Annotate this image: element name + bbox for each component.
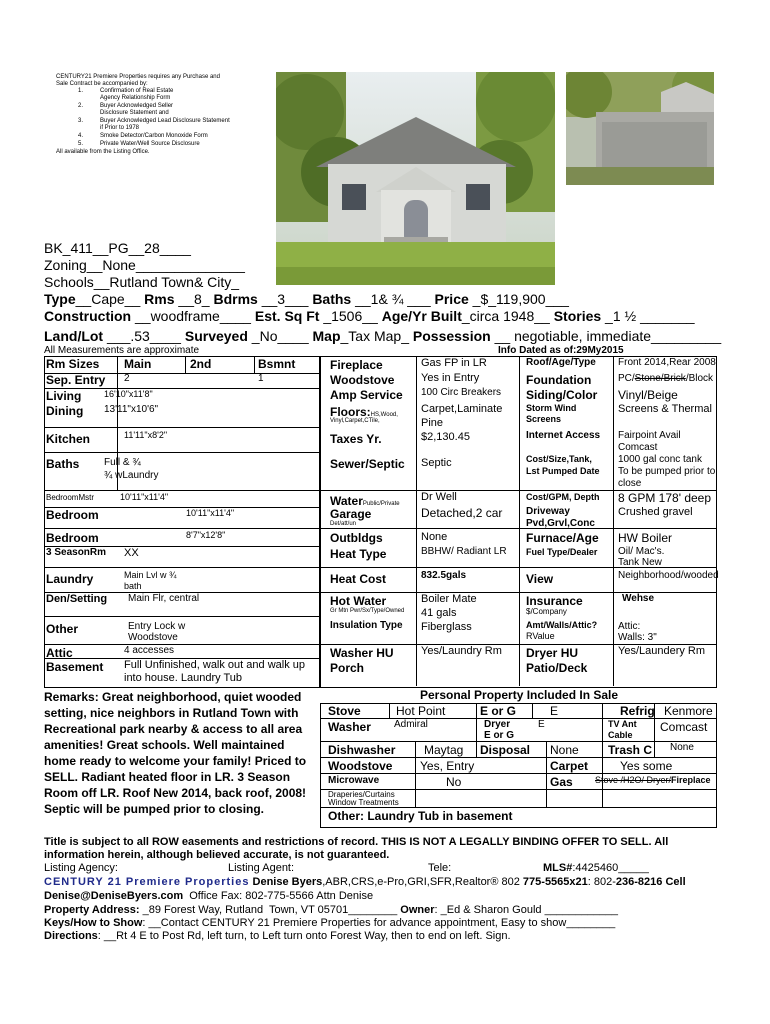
gpm-value: 8 GPM 178' deep (618, 491, 712, 505)
heat-cost-value: 832.5gals (421, 570, 467, 581)
divider (320, 592, 716, 593)
address-owner-line (44, 905, 618, 917)
notice-item: if Prior to 1978 (100, 125, 140, 131)
rooms-label: Rms (144, 291, 175, 307)
cable-label: Cable (608, 730, 633, 740)
owner-label: Owner (400, 904, 435, 916)
water-label: Water (330, 494, 363, 508)
baths-label: Baths (46, 457, 80, 471)
stove-fuel-label: E or G (480, 704, 517, 718)
house-front-photo-image (276, 72, 555, 285)
insurance-sub: $/Company (526, 607, 567, 616)
info-dated: Info Dated as of:29My2015 (498, 345, 624, 356)
siding-label: Siding/Color (526, 388, 598, 402)
zoning: Zoning__None______________ (44, 257, 245, 273)
type-price-line (44, 292, 569, 307)
tv-antenna-label: TV Ant (608, 719, 637, 729)
basement-label: Basement (46, 660, 104, 674)
washer-hu-value: Yes/Laundry Rm (421, 645, 502, 657)
window-treatments-label: Window Treatments (328, 798, 399, 807)
dining-label: Dining (46, 404, 84, 418)
dryer-fuel-label: E or G (484, 730, 515, 741)
draperies-label: Draperies/Curtains (328, 790, 395, 799)
refrig-label: Refrig (620, 704, 655, 718)
sep-entry-bsmnt: 1 (258, 373, 264, 384)
internet-value2: Comcast (618, 442, 658, 453)
notice-item-number: 2. (78, 103, 84, 109)
gas-label: Gas (550, 775, 573, 789)
dryer-label: Dryer (484, 719, 511, 730)
laundry-line1: Main Lvl w ¾ (124, 570, 177, 580)
trash-compactor-value: None (670, 742, 694, 753)
bedroom3-2nd: 8'7"x12'8" (186, 530, 226, 540)
taxes-label: Taxes Yr. (330, 432, 382, 446)
baths-line2: ¾ wLaundry (104, 470, 159, 481)
divider (415, 741, 416, 807)
septic-tank-value3: close (618, 478, 642, 489)
driveway-value: Crushed gravel (618, 506, 693, 518)
landlot-label: Land/Lot (44, 328, 104, 344)
keys-value: : __Contact CENTURY 21 Premiere Properties for advance appointment, Easy to show________ (142, 917, 616, 929)
sqft-value: _1506__ (319, 308, 382, 324)
woodstove-pp-value: Yes, Entry (420, 759, 475, 773)
cell-phone: 236-8216 Cell (615, 876, 686, 888)
type-label: Type (44, 291, 76, 307)
roof-label: Roof/Age/Type (526, 357, 596, 368)
col-header-main: Main (124, 357, 152, 371)
keys-label: Keys/How to Show (44, 917, 143, 929)
landlot-value: ___.53____ (103, 328, 185, 344)
bedrooms-label: Bdrms (213, 291, 258, 307)
room-table-border (44, 356, 320, 688)
garage-value: Detached,2 car (421, 506, 503, 520)
basement-line1: Full Unfinished, walk out and walk up (124, 659, 305, 671)
remarks: Remarks: Great neighborhood, quiet wooded setting, nice neighbors in Rutland Town with Recreational park nearby & access to all area amenities! Great schools. Well maintained home ready to welcome your family! Priced to SELL. Radiant heated floor in LR. 3 Season Room off LR. Roof New 2014, back roof, 2008! Septic will be pumped prior to closing. (44, 690, 307, 816)
bedroom-master-label: BedroomMstr (46, 493, 95, 502)
surveyed-label: Surveyed (184, 328, 248, 344)
view-label: View (526, 572, 554, 586)
divider (320, 718, 716, 719)
attic-label: Attic (46, 646, 73, 660)
storm-label2: Screens (526, 414, 562, 424)
property-address-value: _89 Forest Way, Rutland Town, VT 05701________ (139, 904, 401, 916)
disposal-value: None (550, 743, 579, 757)
microwave-value: No (446, 775, 462, 789)
notice-line: CENTURY21 Premiere Properties requires any Purchase and (56, 74, 220, 80)
foundation-value-struck: Stone/Brick (634, 373, 686, 384)
internet-value1: Fairpoint Avail (618, 430, 681, 441)
notice-item: Agency Relationship Form (100, 95, 171, 101)
laundry-label: Laundry (46, 572, 94, 586)
title-disclaimer-line1: Title is subject to all ROW easements and restrictions of record. THIS IS NOT A LEGALLY BINDING OFFER TO SELL. All (44, 836, 669, 848)
sewer-value: Septic (421, 457, 452, 469)
notice-item-number: 5. (78, 141, 84, 147)
taxes-value: $2,130.45 (421, 431, 470, 443)
book-page: BK_411__PG__28____ (44, 240, 191, 256)
heat-type-value: BBHW/ Radiant LR (421, 546, 507, 557)
divider (389, 703, 390, 719)
other-line2: Woodstove (128, 632, 178, 643)
divider (44, 490, 319, 491)
divider (44, 388, 319, 389)
gas-value (595, 776, 711, 785)
schools: Schools__Rutland Town& City_ (44, 274, 240, 290)
hot-water-sub: Gr Mtn Pwr/Sx/Type/Owned (330, 608, 405, 614)
email-fax-line (44, 891, 373, 903)
tele-label: Tele: (428, 862, 452, 874)
disposal-label: Disposal (480, 743, 531, 757)
hot-water-value2: 41 gals (421, 607, 457, 619)
dishwasher-label: Dishwasher (328, 743, 396, 757)
den-label: Den/Setting (46, 593, 108, 605)
dryer-value: E (538, 719, 545, 730)
foundation-value-pre: PC/ (618, 373, 635, 384)
basement-line2: into house. Laundry Tub (124, 672, 243, 684)
driveway-label2: Pvd,Grvl,Conc (526, 518, 595, 529)
col-header-bsmnt: Bsmnt (258, 357, 296, 371)
attic-main: 4 accesses (124, 645, 175, 656)
divider (613, 356, 614, 686)
divider (519, 356, 520, 686)
laundry-line2: bath (124, 581, 142, 591)
refrig-value: Kenmore (664, 704, 713, 718)
notice-item: Buyer Acknowledged Seller (100, 103, 174, 109)
agent-contact-line (44, 877, 686, 889)
outbuildings-label: Outbldgs (330, 531, 383, 545)
agent-credentials: ,ABR,CRS,e-Pro,GRI,SFR,Realtor® 802 (322, 876, 523, 888)
heat-cost-label: Heat Cost (330, 572, 387, 586)
mls-label: MLS# (543, 862, 573, 874)
garage-photo (566, 72, 714, 185)
divider (44, 616, 319, 617)
view-value: Neighborhood/wooded (618, 570, 719, 581)
cost-size-label: Cost/Size,Tank, (526, 454, 592, 464)
woodstove-pp-label: Woodstove (328, 759, 393, 773)
washer-label: Washer (328, 720, 371, 734)
divider (602, 703, 603, 807)
floors-value1: Carpet,Laminate (421, 403, 503, 415)
roof-value: Front 2014,Rear 2008 (618, 357, 716, 368)
driveway-label1: Driveway (526, 506, 570, 517)
dishwasher-value: Maytag (424, 743, 464, 757)
other-label: Other (46, 622, 79, 636)
sep-entry-label: Sep. Entry (46, 373, 106, 387)
notice-item: Buyer Acknowledged Lead Disclosure Statement (100, 118, 230, 124)
heat-type-label: Heat Type (330, 547, 387, 561)
hot-water-label: Hot Water (330, 594, 387, 608)
porch-label: Porch (330, 661, 365, 675)
woodstove-label: Woodstove (330, 373, 395, 387)
washer-value: Admiral (394, 719, 428, 730)
divider (320, 528, 716, 529)
col-header-2nd: 2nd (190, 357, 212, 371)
mls-number (543, 863, 649, 875)
age-built-label: Age/Yr Built (381, 308, 462, 324)
divider (320, 757, 716, 758)
notice-item: Smoke Detector/Carbon Monoxide Form (100, 133, 208, 139)
rooms-value: __8_ (174, 291, 214, 307)
stove-fuel-value: E (550, 704, 559, 718)
notice-item: Private Water/Well Source Disclosure (100, 141, 200, 147)
directions-line (44, 931, 511, 943)
construction-label: Construction (44, 308, 132, 324)
keys-line (44, 918, 615, 930)
foundation-value-post: /Block (685, 373, 714, 384)
house-front-photo (276, 72, 555, 285)
water-value: Dr Well (421, 491, 457, 503)
stories-label: Stories (553, 308, 602, 324)
gas-value-fireplace: Fireplace (671, 775, 711, 785)
gpm-label: Cost/GPM, Depth (526, 492, 600, 502)
storm-label1: Storm Wind (526, 403, 577, 413)
sep-entry-main: 2 (124, 373, 130, 384)
furnace-value: HW Boiler (618, 531, 673, 545)
baths-label: Baths (312, 291, 352, 307)
last-pumped-label: Lst Pumped Date (526, 466, 600, 476)
microwave-label: Microwave (328, 775, 380, 786)
fuel-label: Fuel Type/Dealer (526, 547, 598, 557)
fireplace-value: Gas FP in LR (421, 357, 487, 369)
directions-label: Directions (44, 930, 98, 942)
sewer-label: Sewer/Septic (330, 457, 405, 471)
divider (44, 567, 319, 568)
amp-service-label: Amp Service (330, 388, 403, 402)
amp-service-value: 100 Circ Breakers (421, 387, 502, 398)
other-line1: Entry Lock w (128, 621, 186, 632)
construction-value: __woodframe____ (131, 308, 255, 324)
stories-value: _1 ½ _______ (601, 308, 695, 324)
garage-label: Garage (330, 507, 372, 521)
internet-label: Internet Access (526, 430, 601, 441)
floors-label: Floors: (330, 405, 371, 419)
den-main: Main Flr, central (128, 593, 200, 604)
notice-item-number: 3. (78, 118, 84, 124)
divider (185, 356, 186, 373)
dining-main: 13'11"x10'6" (104, 404, 159, 415)
possession-value: __ negotiable, immediate_________ (490, 328, 722, 344)
land-line (44, 329, 721, 344)
garage-sub: Det/att/un (330, 521, 357, 527)
personal-property-title: Personal Property Included In Sale (420, 688, 619, 702)
possession-label: Possession (412, 328, 491, 344)
gas-value-struck: Stove /H2O/ Dryer/ (595, 775, 672, 785)
divider (44, 452, 319, 453)
carpet-value: Yes some (620, 759, 673, 773)
notice-item: Confirmation of Real Estate (100, 88, 174, 94)
insurance-label: Insurance (526, 594, 583, 608)
listing-agent-label: Listing Agent: (228, 862, 295, 874)
agent-name: Denise Byers (252, 876, 323, 888)
hot-water-value1: Boiler Mate (421, 593, 477, 605)
insurance-value: Wehse (622, 593, 655, 604)
other-personal-property: Other: Laundry Tub in basement (328, 809, 513, 823)
notice-item-number: 4. (78, 133, 84, 139)
outbuildings-value: None (421, 531, 448, 543)
col-header-rm-sizes: Rm Sizes (46, 357, 100, 371)
stove-label: Stove (328, 704, 361, 718)
bedroom-master-main: 10'11"x11'4" (120, 492, 169, 502)
surveyed-value: _No____ (247, 328, 313, 344)
stove-value: Hot Point (396, 704, 446, 718)
notice-line: All available from the Listing Office. (56, 149, 150, 155)
owner-value: : _Ed & Sharon Gould ____________ (434, 904, 618, 916)
bedroom3-label: Bedroom (46, 531, 99, 545)
insulation-label: Insulation Type (330, 620, 403, 631)
foundation-label: Foundation (526, 373, 592, 387)
carpet-label: Carpet (550, 759, 589, 773)
divider (416, 356, 417, 686)
baths-line1: Full & ¾ (104, 457, 141, 468)
garage-photo-image (566, 72, 714, 185)
foundation-value (618, 374, 713, 385)
floors-sub2: Vinyl,Carpet,CTile, (330, 418, 380, 424)
siding-value: Vinyl/Beige (618, 388, 678, 402)
price-label: Price (434, 291, 469, 307)
divider (44, 644, 319, 645)
bedroom2-2nd: 10'11"x11'4" (186, 508, 235, 518)
kitchen-label: Kitchen (46, 432, 91, 446)
amt-walls-attic-label: Amt/Walls/Attic? (526, 620, 598, 630)
baths-value: __1& ¾ ___ (351, 291, 435, 307)
divider (254, 356, 255, 373)
septic-tank-value1: 1000 gal conc tank (618, 454, 702, 465)
fuel-value1: Oil/ Mac's. (618, 546, 665, 557)
living-main: 16'10"x11'8" (104, 389, 153, 399)
notice-item-number: 1. (78, 88, 84, 94)
office-phone: 775-5565x21 (522, 876, 588, 888)
furnace-label: Furnace/Age (526, 531, 599, 545)
agent-email: Denise@DeniseByers.com (44, 890, 184, 902)
attic-r-value: Attic: (618, 621, 641, 632)
sqft-label: Est. Sq Ft (254, 308, 320, 324)
directions-value: : __Rt 4 E to Post Rd, left turn, to Left turn onto Forest Way, then to end on left. Sign. (97, 930, 511, 942)
property-address-label: Property Address: (44, 904, 140, 916)
septic-tank-value2: To be pumped prior to (618, 466, 716, 477)
listing-agency-label: Listing Agency: (44, 862, 118, 874)
tv-value: Comcast (660, 720, 708, 734)
living-label: Living (46, 389, 82, 403)
bedrooms-value: __3___ (257, 291, 313, 307)
type-value: __Cape__ (75, 291, 145, 307)
dryer-hu-label: Dryer HU (526, 646, 579, 660)
storm-value: Screens & Thermal (618, 403, 712, 415)
dryer-hu-value: Yes/Laundery Rm (618, 645, 706, 657)
map-value: _Tax Map_ (340, 328, 413, 344)
divider (320, 773, 716, 774)
woodstove-value: Yes in Entry (421, 372, 480, 384)
fireplace-label: Fireplace (330, 358, 383, 372)
divider (532, 703, 533, 719)
age-built-value: _circa 1948__ (461, 308, 554, 324)
season-room-main: XX (124, 547, 139, 559)
map-label: Map (312, 328, 341, 344)
insulation-value: Fiberglass (421, 621, 472, 633)
agent-phone-separator: : 802- (587, 876, 616, 888)
notice-item: Disclosure Statement and (100, 110, 169, 116)
divider (476, 703, 477, 758)
kitchen-main: 11'11"x8'2" (124, 430, 168, 440)
brand-name: CENTURY 21 Premiere Properties (44, 876, 250, 888)
divider (44, 528, 319, 529)
water-sub: Public/Private (362, 501, 400, 507)
divider (320, 741, 716, 742)
title-disclaimer-line2: information herein, although believed accurate, is not guaranteed. (44, 849, 390, 861)
construction-line (44, 309, 695, 324)
mls-value: :4425460_____ (572, 862, 649, 874)
office-fax: Office Fax: 802-775-5566 Attn Denise (183, 890, 374, 902)
walls-r-value: Walls: 3" (618, 632, 657, 643)
divider (546, 741, 547, 807)
notice-line: Sale Contract be accompanied by: (56, 81, 148, 87)
floors-sub: HS,Wood, (370, 412, 398, 418)
trash-compactor-label: Trash C (608, 743, 653, 757)
divider (44, 427, 319, 428)
bedroom2-label: Bedroom (46, 508, 99, 522)
washer-hu-label: Washer HU (330, 646, 394, 660)
price-value: _$_119,900___ (468, 291, 569, 307)
measurements-note: All Measurements are approximate (44, 345, 200, 356)
floors-value2: Pine (421, 417, 444, 429)
fuel-value2: Tank New (618, 557, 662, 568)
r-value-label: RValue (526, 631, 555, 641)
patio-label: Patio/Deck (526, 661, 588, 675)
season-room-label: 3 SeasonRm (46, 547, 107, 558)
